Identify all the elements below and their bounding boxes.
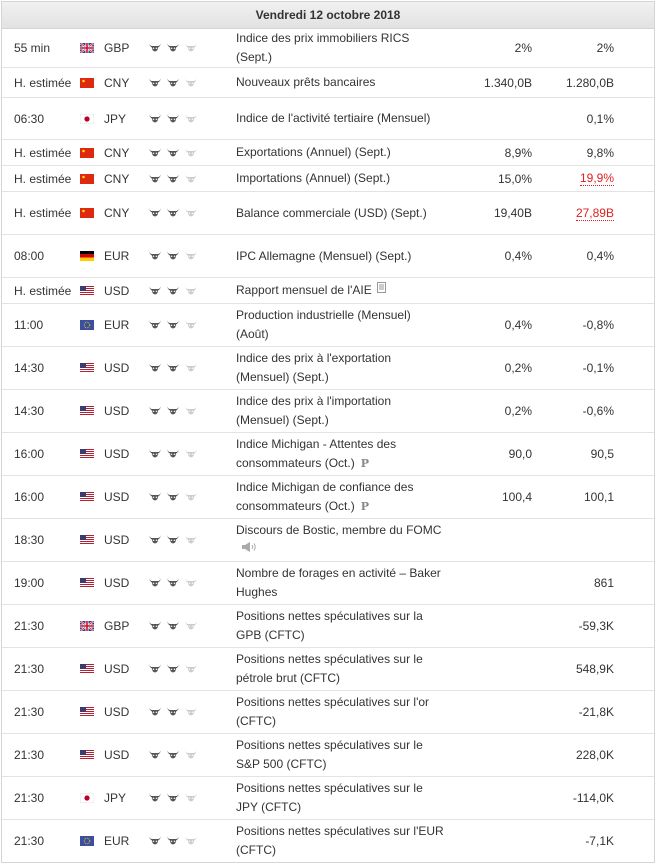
volatility-bulls-icon: [148, 140, 208, 165]
event-row[interactable]: [2, 432, 654, 475]
event-name[interactable]: Indice Michigan de confiance des consommateurs (Oct.): [236, 480, 414, 513]
flag-us-icon: [80, 734, 100, 776]
flag-us-icon: [80, 648, 100, 690]
volatility-bulls-icon: [148, 519, 208, 561]
event-name[interactable]: Indice de l'activité tertiaire (Mensuel): [236, 111, 431, 125]
event-time: H. estimée: [14, 171, 72, 186]
flag-jp-icon: [80, 777, 100, 819]
actual-value: 0,4%: [504, 318, 532, 332]
volatility-bulls-icon: [148, 98, 208, 139]
previous-value: -59,3K: [578, 619, 614, 633]
previous-value: 9,8%: [586, 145, 614, 160]
volatility-bulls-icon: [148, 476, 208, 518]
event-row[interactable]: [2, 518, 654, 561]
previous-value: 861: [593, 576, 614, 590]
actual-value: 100,4: [501, 490, 532, 504]
event-row[interactable]: [2, 97, 654, 139]
currency-code: EUR: [104, 249, 130, 263]
volatility-bulls-icon: [148, 562, 208, 604]
currency-code: USD: [104, 361, 130, 375]
currency-code: CNY: [104, 206, 130, 220]
flag-us-icon: [80, 476, 100, 518]
flag-us-icon: [80, 433, 100, 475]
currency-code: USD: [104, 576, 130, 590]
flag-us-icon: [80, 347, 100, 389]
event-time: 14:30: [14, 361, 45, 375]
flag-us-icon: [80, 390, 100, 432]
event-name[interactable]: Exportations (Annuel) (Sept.): [236, 145, 391, 159]
event-time: 21:30: [14, 619, 45, 633]
event-name[interactable]: Positions nettes spéculatives sur l'EUR (CFTC): [236, 824, 444, 857]
event-time: H. estimée: [14, 75, 72, 90]
event-time: 21:30: [14, 791, 45, 805]
flag-us-icon: [80, 562, 100, 604]
event-name[interactable]: IPC Allemagne (Mensuel) (Sept.): [236, 248, 412, 263]
event-row[interactable]: [2, 647, 654, 690]
event-name[interactable]: Importations (Annuel) (Sept.): [236, 171, 391, 185]
event-time: 08:00: [14, 249, 45, 263]
previous-value: 90,5: [590, 447, 614, 461]
actual-value: 0,4%: [504, 249, 532, 263]
event-time: 14:30: [14, 404, 45, 418]
speech-icon[interactable]: [241, 540, 257, 559]
economic-calendar: [1, 1, 655, 863]
flag-eu-icon: [80, 304, 100, 346]
currency-code: USD: [104, 283, 130, 298]
event-time: 18:30: [14, 533, 45, 547]
document-icon[interactable]: [377, 281, 386, 300]
event-name[interactable]: Production industrielle (Mensuel) (Août): [236, 308, 411, 341]
volatility-bulls-icon: [148, 68, 208, 97]
volatility-bulls-icon: [148, 648, 208, 690]
actual-value: 90,0: [508, 447, 532, 461]
event-time: 21:30: [14, 748, 45, 762]
currency-code: CNY: [104, 75, 130, 90]
currency-code: CNY: [104, 171, 130, 186]
date-header: Vendredi 12 octobre 2018: [2, 1, 654, 29]
previous-value: -7,1K: [585, 834, 614, 848]
previous-value: 0,4%: [586, 249, 614, 263]
previous-value: -0,6%: [582, 404, 614, 418]
event-row[interactable]: [2, 191, 654, 234]
currency-code: USD: [104, 533, 130, 547]
volatility-bulls-icon: [148, 820, 208, 862]
previous-value: 27,89B: [575, 205, 614, 220]
flag-us-icon: [80, 691, 100, 733]
currency-code: EUR: [104, 318, 130, 332]
event-name[interactable]: Positions nettes spéculatives sur la GPB (CFTC): [236, 609, 423, 642]
previous-value: 19,9%: [579, 171, 614, 185]
volatility-bulls-icon: [148, 777, 208, 819]
event-name[interactable]: Nombre de forages en activité – Baker Hughes: [236, 566, 441, 599]
previous-value: 228,0K: [575, 748, 614, 762]
event-name[interactable]: Rapport mensuel de l'AIE: [236, 282, 372, 297]
event-time: 21:30: [14, 834, 45, 848]
event-time: 16:00: [14, 447, 45, 461]
event-name[interactable]: Balance commerciale (USD) (Sept.): [236, 205, 427, 220]
event-time: 06:30: [14, 111, 45, 126]
actual-value: 0,2%: [504, 404, 532, 418]
event-row[interactable]: [2, 277, 654, 303]
volatility-bulls-icon: [148, 166, 208, 191]
calendar-rows: [2, 29, 654, 862]
event-row[interactable]: [2, 234, 654, 277]
previous-value: -0,1%: [582, 361, 614, 375]
flag-cn-icon: [80, 192, 100, 234]
currency-code: USD: [104, 748, 130, 762]
flag-us-icon: [80, 519, 100, 561]
event-time: 21:30: [14, 662, 45, 676]
event-row[interactable]: [2, 303, 654, 346]
previous-value: -0,8%: [582, 318, 614, 332]
event-time: H. estimée: [14, 206, 72, 220]
event-name[interactable]: Positions nettes spéculatives sur le pétrole brut (CFTC): [236, 652, 423, 685]
flag-cn-icon: [80, 166, 100, 191]
event-row[interactable]: [2, 561, 654, 604]
event-name[interactable]: Discours de Bostic, membre du FOMC: [236, 522, 442, 537]
event-row[interactable]: [2, 819, 654, 862]
flag-de-icon: [80, 235, 100, 277]
event-time: 16:00: [14, 490, 45, 504]
event-name[interactable]: Indice Michigan - Attentes des consommateurs (Oct.): [236, 437, 397, 470]
event-row[interactable]: [2, 346, 654, 389]
flag-gb-icon: [80, 29, 100, 67]
event-time: 19:00: [14, 576, 45, 590]
event-row[interactable]: [2, 604, 654, 647]
event-time: H. estimée: [14, 145, 72, 160]
previous-value: 548,9K: [575, 662, 614, 676]
volatility-bulls-icon: [148, 29, 208, 67]
event-row[interactable]: [2, 29, 654, 67]
event-time: 21:30: [14, 705, 45, 719]
actual-value: 2%: [514, 41, 532, 55]
event-row[interactable]: [2, 67, 654, 97]
preliminary-icon[interactable]: P: [360, 457, 369, 470]
currency-code: CNY: [104, 145, 130, 160]
volatility-bulls-icon: [148, 390, 208, 432]
flag-us-icon: [80, 278, 100, 303]
previous-value: 100,1: [583, 490, 614, 504]
flag-jp-icon: [80, 98, 100, 139]
currency-code: EUR: [104, 834, 130, 848]
event-row[interactable]: [2, 389, 654, 432]
volatility-bulls-icon: [148, 691, 208, 733]
event-name[interactable]: Positions nettes spéculatives sur l'or (CFTC): [236, 695, 430, 728]
event-name[interactable]: Indice des prix à l'importation (Mensuel) (Sept.): [236, 394, 392, 427]
previous-value: -114,0K: [572, 791, 614, 805]
currency-code: GBP: [104, 41, 130, 55]
previous-value: 0,1%: [586, 111, 614, 126]
actual-value: 8,9%: [504, 145, 532, 160]
event-name[interactable]: Indice des prix immobiliers RICS (Sept.): [236, 31, 410, 64]
previous-value: 2%: [596, 41, 614, 55]
event-row[interactable]: [2, 475, 654, 518]
actual-value: 15,0%: [497, 171, 532, 186]
actual-value: 19,40B: [493, 206, 532, 220]
volatility-bulls-icon: [148, 433, 208, 475]
currency-code: GBP: [104, 619, 130, 633]
volatility-bulls-icon: [148, 734, 208, 776]
actual-value: 1.340,0B: [483, 75, 532, 90]
currency-code: USD: [104, 447, 130, 461]
preliminary-icon[interactable]: P: [360, 500, 369, 513]
event-time: 11:00: [14, 318, 44, 332]
currency-code: USD: [104, 705, 130, 719]
flag-cn-icon: [80, 140, 100, 165]
event-row[interactable]: [2, 165, 654, 191]
event-time: H. estimée: [14, 283, 72, 298]
event-name[interactable]: Nouveaux prêts bancaires: [236, 75, 376, 89]
event-row[interactable]: [2, 733, 654, 776]
currency-code: JPY: [104, 111, 127, 126]
volatility-bulls-icon: [148, 304, 208, 346]
flag-gb-icon: [80, 605, 100, 647]
event-row[interactable]: [2, 139, 654, 165]
currency-code: USD: [104, 662, 130, 676]
event-time: 55 min: [14, 41, 51, 55]
flag-cn-icon: [80, 68, 100, 97]
previous-value: -21,8K: [578, 705, 614, 719]
currency-code: JPY: [104, 791, 127, 805]
event-name[interactable]: Indice des prix à l'exportation (Mensuel) (Sept.): [236, 351, 392, 384]
event-name[interactable]: Positions nettes spéculatives sur le JPY (CFTC): [236, 781, 423, 814]
previous-value: 1.280,0B: [565, 75, 614, 90]
event-name[interactable]: Positions nettes spéculatives sur le S&P 500 (CFTC): [236, 738, 423, 771]
event-row[interactable]: [2, 690, 654, 733]
volatility-bulls-icon: [148, 192, 208, 234]
volatility-bulls-icon: [148, 278, 208, 303]
actual-value: 0,2%: [504, 361, 532, 375]
flag-eu-icon: [80, 820, 100, 862]
event-row[interactable]: [2, 776, 654, 819]
currency-code: USD: [104, 404, 130, 418]
volatility-bulls-icon: [148, 605, 208, 647]
currency-code: USD: [104, 490, 130, 504]
volatility-bulls-icon: [148, 235, 208, 277]
volatility-bulls-icon: [148, 347, 208, 389]
